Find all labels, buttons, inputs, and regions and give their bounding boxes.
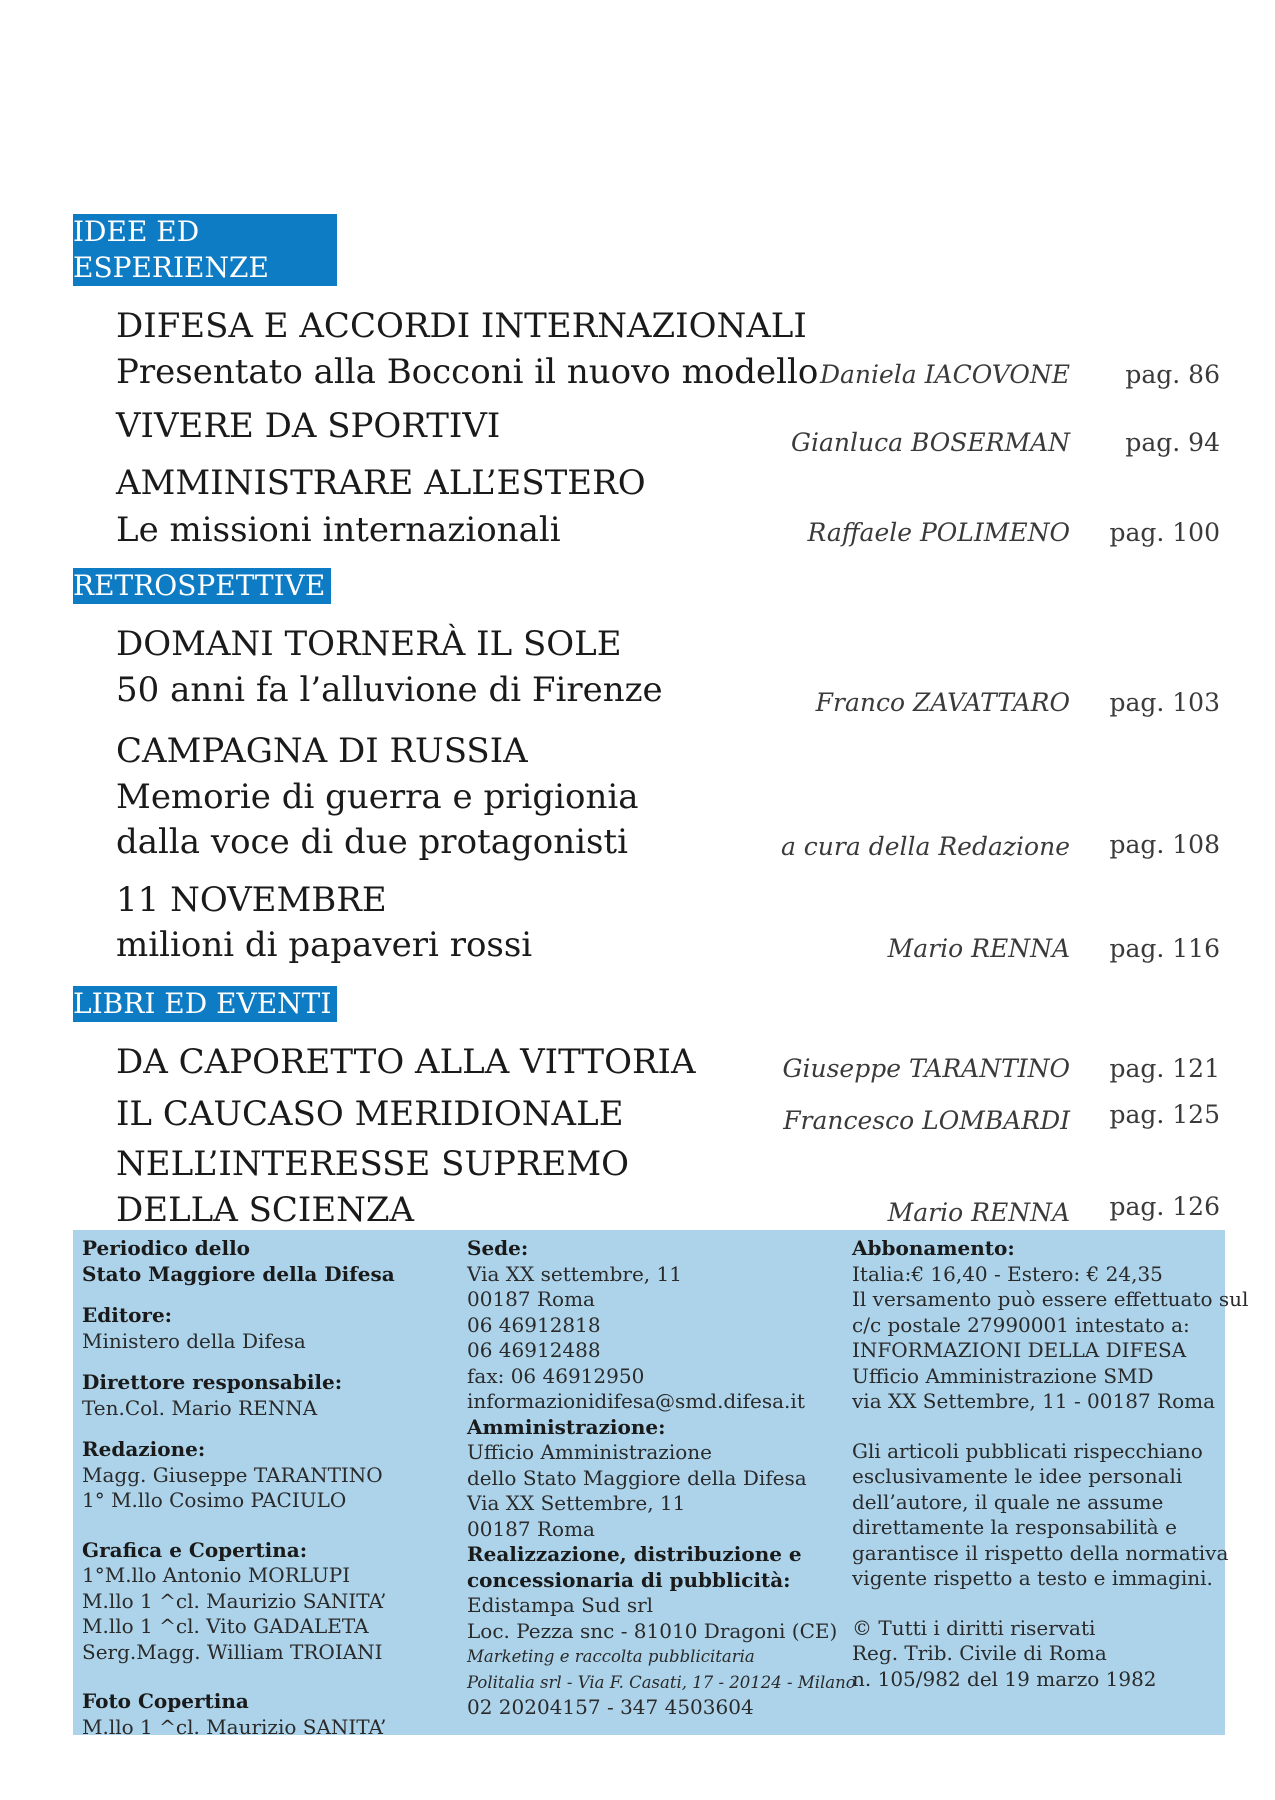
article-page[interactable]: pag. 116	[1109, 934, 1220, 963]
article-title[interactable]: 11 NOVEMBRE	[116, 880, 387, 920]
article-page[interactable]: pag. 103	[1109, 688, 1220, 717]
article-subtitle: dalla voce di due protagonisti	[116, 822, 628, 862]
grafica-value: M.llo 1 ^cl. Maurizio SANITA’	[82, 1588, 387, 1613]
grafica-value: M.llo 1 ^cl. Vito GADALETA	[82, 1614, 369, 1638]
grafica-value: 1°M.llo Antonio MORLUPI	[82, 1563, 351, 1587]
foto-heading: Foto Copertina	[82, 1689, 249, 1713]
article-author: Giuseppe TARANTINO	[782, 1054, 1070, 1083]
article-page[interactable]: pag. 125	[1109, 1100, 1220, 1129]
abbonamento-value: via XX Settembre, 11 - 00187 Roma	[852, 1389, 1216, 1413]
article-subtitle: Presentato alla Bocconi il nuovo modello	[116, 352, 819, 392]
article-title[interactable]: CAMPAGNA DI RUSSIA	[116, 731, 528, 771]
disclaimer-text: vigente rispetto a testo e immagini.	[852, 1566, 1213, 1590]
realizzazione-heading: concessionaria di pubblicità:	[467, 1567, 791, 1592]
article-subtitle: 50 anni fa l’alluvione di Firenze	[116, 670, 663, 710]
article-author: a cura della Redazione	[780, 832, 1070, 861]
sede-value: 00187 Roma	[467, 1287, 595, 1311]
editore-heading: Editore:	[82, 1303, 173, 1327]
section-header-libri-ed-eventi: LIBRI ED EVENTI	[73, 986, 337, 1022]
realizzazione-value: Loc. Pezza snc - 81010 Dragoni (CE)	[467, 1618, 838, 1643]
periodico-heading: Periodico dello	[82, 1236, 251, 1260]
abbonamento-value: Ufficio Amministrazione SMD	[852, 1363, 1154, 1388]
article-page[interactable]: pag. 108	[1109, 830, 1220, 859]
sede-heading: Sede:	[467, 1236, 529, 1260]
abbonamento-value: c/c postale 27990001 intestato a:	[852, 1312, 1190, 1337]
colophon-box	[73, 1230, 1249, 1739]
article-subtitle: milioni di papaveri rossi	[116, 925, 533, 965]
foto-value: M.llo 1 ^cl. Maurizio SANITA’	[82, 1714, 387, 1739]
periodico-heading: Stato Maggiore della Difesa	[82, 1261, 395, 1286]
article-subtitle: Le missioni internazionali	[116, 510, 561, 550]
article-title[interactable]: AMMINISTRARE ALL’ESTERO	[116, 463, 646, 503]
article-title[interactable]: IL CAUCASO MERIDIONALE	[116, 1094, 624, 1134]
realizzazione-heading: Realizzazione, distribuzione e	[467, 1542, 802, 1566]
article-page[interactable]: pag. 86	[1125, 360, 1220, 389]
article-author: Gianluca BOSERMAN	[791, 428, 1070, 457]
abbonamento-value: INFORMAZIONI DELLA DIFESA	[852, 1338, 1187, 1362]
amministrazione-value: 00187 Roma	[467, 1516, 595, 1541]
sede-phone: 06 46912818	[467, 1312, 601, 1337]
article-title[interactable]: DOMANI TORNERÀ IL SOLE	[116, 624, 622, 664]
copyright-text: © Tutti i diritti riservati	[852, 1615, 1096, 1640]
registration-text: n. 105/982 del 19 marzo 1982	[852, 1666, 1157, 1691]
abbonamento-heading: Abbonamento:	[852, 1236, 1015, 1260]
colophon-middle-column	[467, 1236, 856, 1721]
realizzazione-marketing: Politalia srl - Via F. Casati, 17 - 20124 - Milano	[467, 1672, 856, 1692]
article-title[interactable]: VIVERE DA SPORTIVI	[116, 406, 501, 446]
disclaimer-text: garantisce il rispetto della normativa	[852, 1540, 1229, 1565]
direttore-value: Ten.Col. Mario RENNA	[82, 1395, 318, 1420]
article-page[interactable]: pag. 100	[1109, 518, 1220, 547]
realizzazione-value: Edistampa Sud srl	[467, 1593, 654, 1617]
article-subtitle: Memorie di guerra e prigionia	[116, 777, 639, 817]
article-author: Franco ZAVATTARO	[815, 688, 1070, 717]
article-title-continued[interactable]: DELLA SCIENZA	[116, 1190, 415, 1230]
article-author: Mario RENNA	[887, 1198, 1070, 1227]
article-author: Francesco LOMBARDI	[783, 1106, 1070, 1135]
section-header-idee-ed-esperienze: IDEE ED ESPERIENZE	[73, 214, 337, 286]
abbonamento-value: Il versamento può essere effettuato sul	[852, 1287, 1249, 1311]
redazione-value: Magg. Giuseppe TARANTINO	[82, 1462, 383, 1487]
sede-phone: 06 46912488	[467, 1338, 601, 1362]
sede-email-link[interactable]: informazionidifesa@smd.difesa.it	[467, 1389, 805, 1413]
article-author: Raffaele POLIMENO	[807, 518, 1070, 547]
article-author: Daniela IACOVONE	[819, 360, 1070, 389]
grafica-heading: Grafica e Copertina:	[82, 1537, 308, 1562]
colophon-right-column	[852, 1236, 1249, 1692]
disclaimer-text: esclusivamente le idee personali	[852, 1464, 1183, 1488]
article-author: Mario RENNA	[887, 934, 1070, 963]
colophon-left-column	[82, 1236, 452, 1740]
article-page[interactable]: pag. 94	[1125, 428, 1220, 457]
amministrazione-value: Via XX Settembre, 11	[467, 1491, 686, 1515]
disclaimer-text: direttamente la responsabilità e	[852, 1515, 1177, 1539]
editore-value: Ministero della Difesa	[82, 1328, 306, 1353]
amministrazione-heading: Amministrazione:	[467, 1414, 666, 1439]
grafica-value: Serg.Magg. William TROIANI	[82, 1639, 383, 1664]
disclaimer-text: Gli articoli pubblicati rispecchiano	[852, 1438, 1203, 1463]
abbonamento-value: Italia:€ 16,40 - Estero: € 24,35	[852, 1261, 1163, 1286]
section-header-retrospettive: RETROSPETTIVE	[73, 568, 331, 604]
article-page[interactable]: pag. 121	[1109, 1054, 1220, 1083]
disclaimer-text: dell’autore, il quale ne assume	[852, 1489, 1164, 1514]
article-title[interactable]: DIFESA E ACCORDI INTERNAZIONALI	[116, 306, 807, 346]
redazione-value: 1° M.llo Cosimo PACIULO	[82, 1488, 347, 1512]
amministrazione-value: Ufficio Amministrazione	[467, 1440, 712, 1464]
direttore-heading: Direttore responsabile:	[82, 1370, 343, 1394]
article-page[interactable]: pag. 126	[1109, 1192, 1220, 1221]
article-title[interactable]: NELL’INTERESSE SUPREMO	[116, 1144, 630, 1184]
registration-text: Reg. Trib. Civile di Roma	[852, 1641, 1107, 1665]
sede-value: Via XX settembre, 11	[467, 1261, 682, 1286]
realizzazione-marketing: Marketing e raccolta pubblicitaria	[467, 1647, 755, 1666]
realizzazione-phone: 02 20204157 - 347 4503604	[467, 1695, 754, 1719]
sede-fax: fax: 06 46912950	[467, 1363, 645, 1388]
amministrazione-value: dello Stato Maggiore della Difesa	[467, 1465, 807, 1490]
article-title[interactable]: DA CAPORETTO ALLA VITTORIA	[116, 1042, 696, 1082]
redazione-heading: Redazione:	[82, 1437, 206, 1461]
